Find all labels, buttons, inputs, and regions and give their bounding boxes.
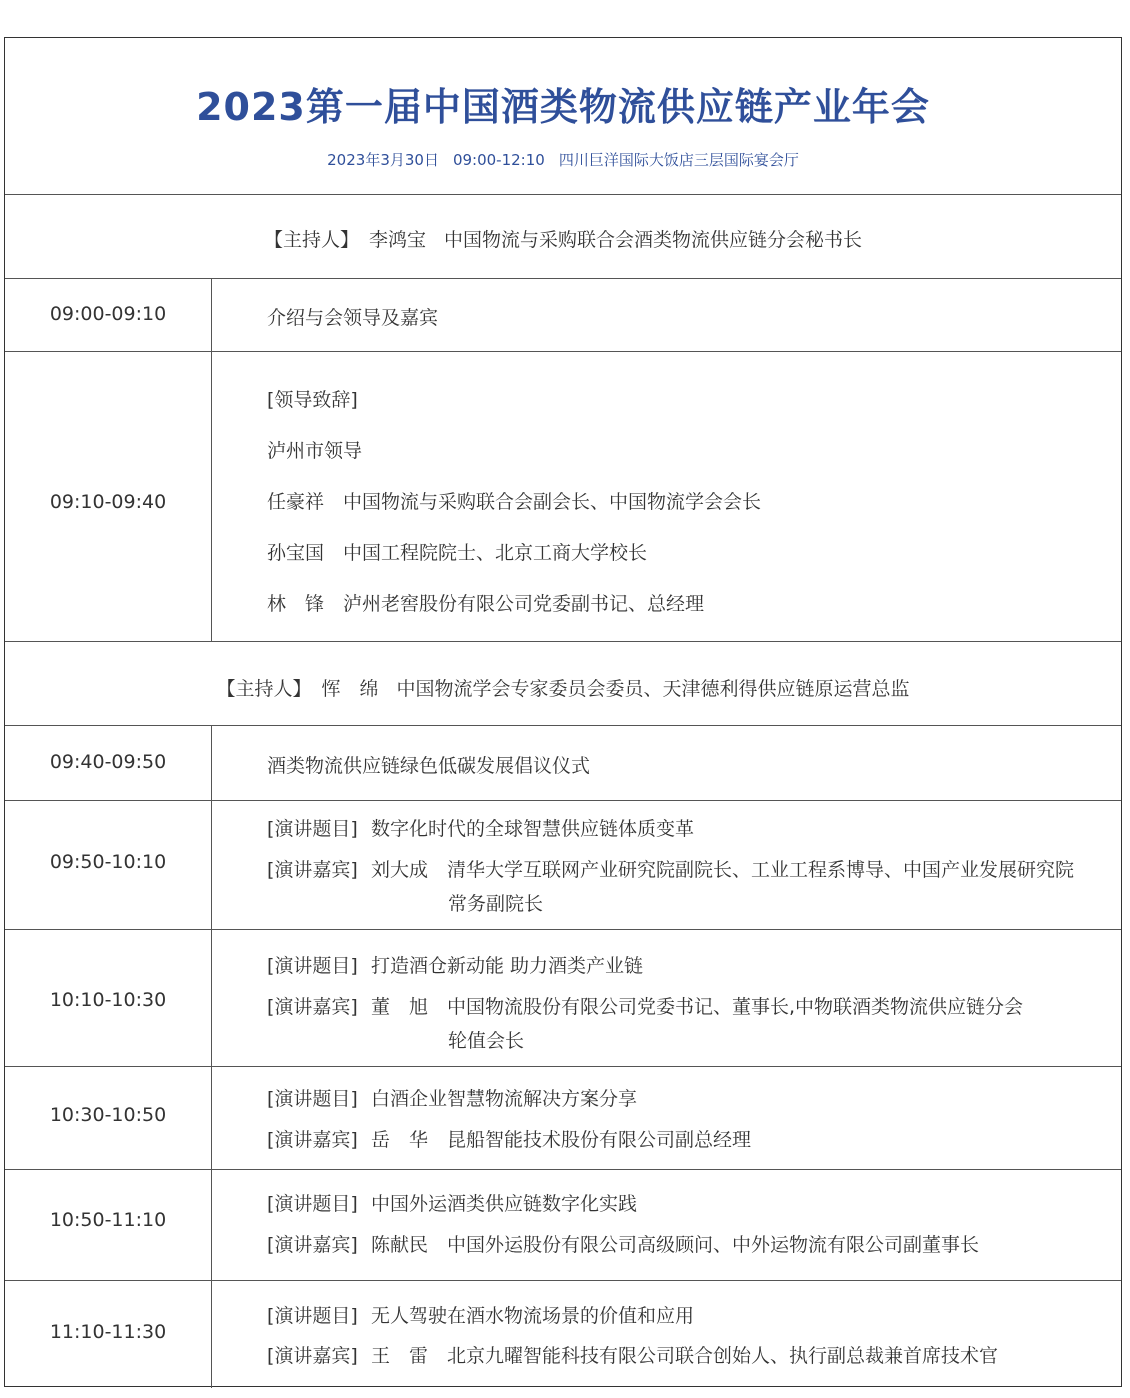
divider: [5, 725, 1121, 726]
session-line: 孙宝国 中国工程院院士、北京工商大学校长: [267, 542, 648, 564]
talk-speaker: [267, 1341, 998, 1368]
speaker-text: 刘大成 清华大学互联网产业研究院副院长、工业工程系博导、中国产业发展研究院: [371, 859, 1075, 881]
divider: [5, 641, 1121, 642]
divider: [5, 1066, 1121, 1067]
talk-topic: [267, 1084, 637, 1111]
topic-text: 无人驾驶在酒水物流场景的价值和应用: [371, 1305, 695, 1327]
speaker-text: 陈献民 中国外运股份有限公司高级顾问、中外运物流有限公司副董事长: [371, 1234, 980, 1256]
topic-text: 数字化时代的全球智慧供应链体质变革: [371, 818, 695, 840]
host-tag: 【主持人】: [216, 678, 312, 700]
session-line: 林 锋 泸州老窖股份有限公司党委副书记、总经理: [267, 593, 705, 615]
speaker-tag: [演讲嘉宾]: [267, 1129, 358, 1151]
event-venue: 四川巨洋国际大饭店三层国际宴会厅: [558, 151, 799, 169]
session-text: 酒类物流供应链绿色低碳发展倡议仪式: [267, 755, 591, 777]
talk-speaker: [267, 992, 1023, 1019]
divider: [5, 278, 1121, 279]
topic-text: 中国外运酒类供应链数字化实践: [371, 1193, 638, 1215]
session-text: 介绍与会领导及嘉宾: [267, 307, 439, 329]
speaker-continuation: 轮值会长: [448, 1030, 525, 1052]
session-time: 09:50-10:10: [49, 851, 167, 873]
divider: [5, 351, 1121, 352]
talk-topic: [267, 1189, 637, 1216]
speaker-tag: [演讲嘉宾]: [267, 996, 358, 1018]
session-line: 泸州市领导: [267, 440, 363, 462]
host-tag: 【主持人】: [263, 229, 359, 251]
topic-tag: [演讲题目]: [267, 955, 358, 977]
session-time: 10:10-10:30: [49, 989, 167, 1011]
host-title: 中国物流与采购联合会酒类物流供应链分会秘书长: [444, 229, 863, 251]
talk-topic: [267, 1301, 694, 1328]
event-date: 2023年3月30日: [327, 151, 439, 169]
talk-speaker: [267, 1125, 751, 1152]
topic-tag: [演讲题目]: [267, 818, 358, 840]
topic-tag: [演讲题目]: [267, 1305, 358, 1327]
session-line: 任豪祥 中国物流与采购联合会副会长、中国物流学会会长: [267, 491, 762, 513]
speaker-text: 王 雷 北京九曜智能科技有限公司联合创始人、执行副总裁兼首席技术官: [371, 1345, 999, 1367]
column-divider: [211, 278, 212, 641]
speaker-continuation: 常务副院长: [448, 893, 544, 915]
divider: [5, 1169, 1121, 1170]
session-time: 10:30-10:50: [49, 1104, 167, 1126]
host-row: [5, 674, 1121, 701]
session-time: 09:40-09:50: [49, 751, 167, 773]
session-time: 09:10-09:40: [49, 491, 167, 513]
topic-tag: [演讲题目]: [267, 1088, 358, 1110]
talk-topic: [267, 951, 643, 978]
session-time: 11:10-11:30: [49, 1321, 167, 1343]
session-line: [领导致辞]: [267, 389, 358, 411]
divider: [5, 800, 1121, 801]
talk-speaker: [267, 855, 1074, 882]
topic-tag: [演讲题目]: [267, 1193, 358, 1215]
column-divider: [211, 725, 212, 1388]
talk-speaker: [267, 1230, 979, 1257]
agenda-sheet: [4, 37, 1122, 1387]
event-time: 09:00-12:10: [452, 151, 545, 169]
session-time: 10:50-11:10: [49, 1209, 167, 1231]
host-title: 中国物流学会专家委员会委员、天津德利得供应链原运营总监: [396, 678, 910, 700]
host-row: [5, 225, 1121, 252]
talk-topic: [267, 814, 694, 841]
event-meta: [5, 149, 1121, 170]
speaker-tag: [演讲嘉宾]: [267, 1234, 358, 1256]
speaker-text: 岳 华 昆船智能技术股份有限公司副总经理: [371, 1129, 752, 1151]
host-name: 恽 绵: [321, 678, 379, 700]
page-title: 2023第一届中国酒类物流供应链产业年会: [196, 85, 930, 129]
speaker-text: 董 旭 中国物流股份有限公司党委书记、董事长,中物联酒类物流供应链分会: [371, 996, 1024, 1018]
session-time: 09:00-09:10: [49, 303, 167, 325]
speaker-tag: [演讲嘉宾]: [267, 859, 358, 881]
speaker-tag: [演讲嘉宾]: [267, 1345, 358, 1367]
divider: [5, 1280, 1121, 1281]
divider: [5, 929, 1121, 930]
host-name: 李鸿宝: [368, 229, 426, 251]
topic-text: 打造酒仓新动能 助力酒类产业链: [371, 955, 644, 977]
topic-text: 白酒企业智慧物流解决方案分享: [371, 1088, 638, 1110]
divider: [5, 194, 1121, 195]
